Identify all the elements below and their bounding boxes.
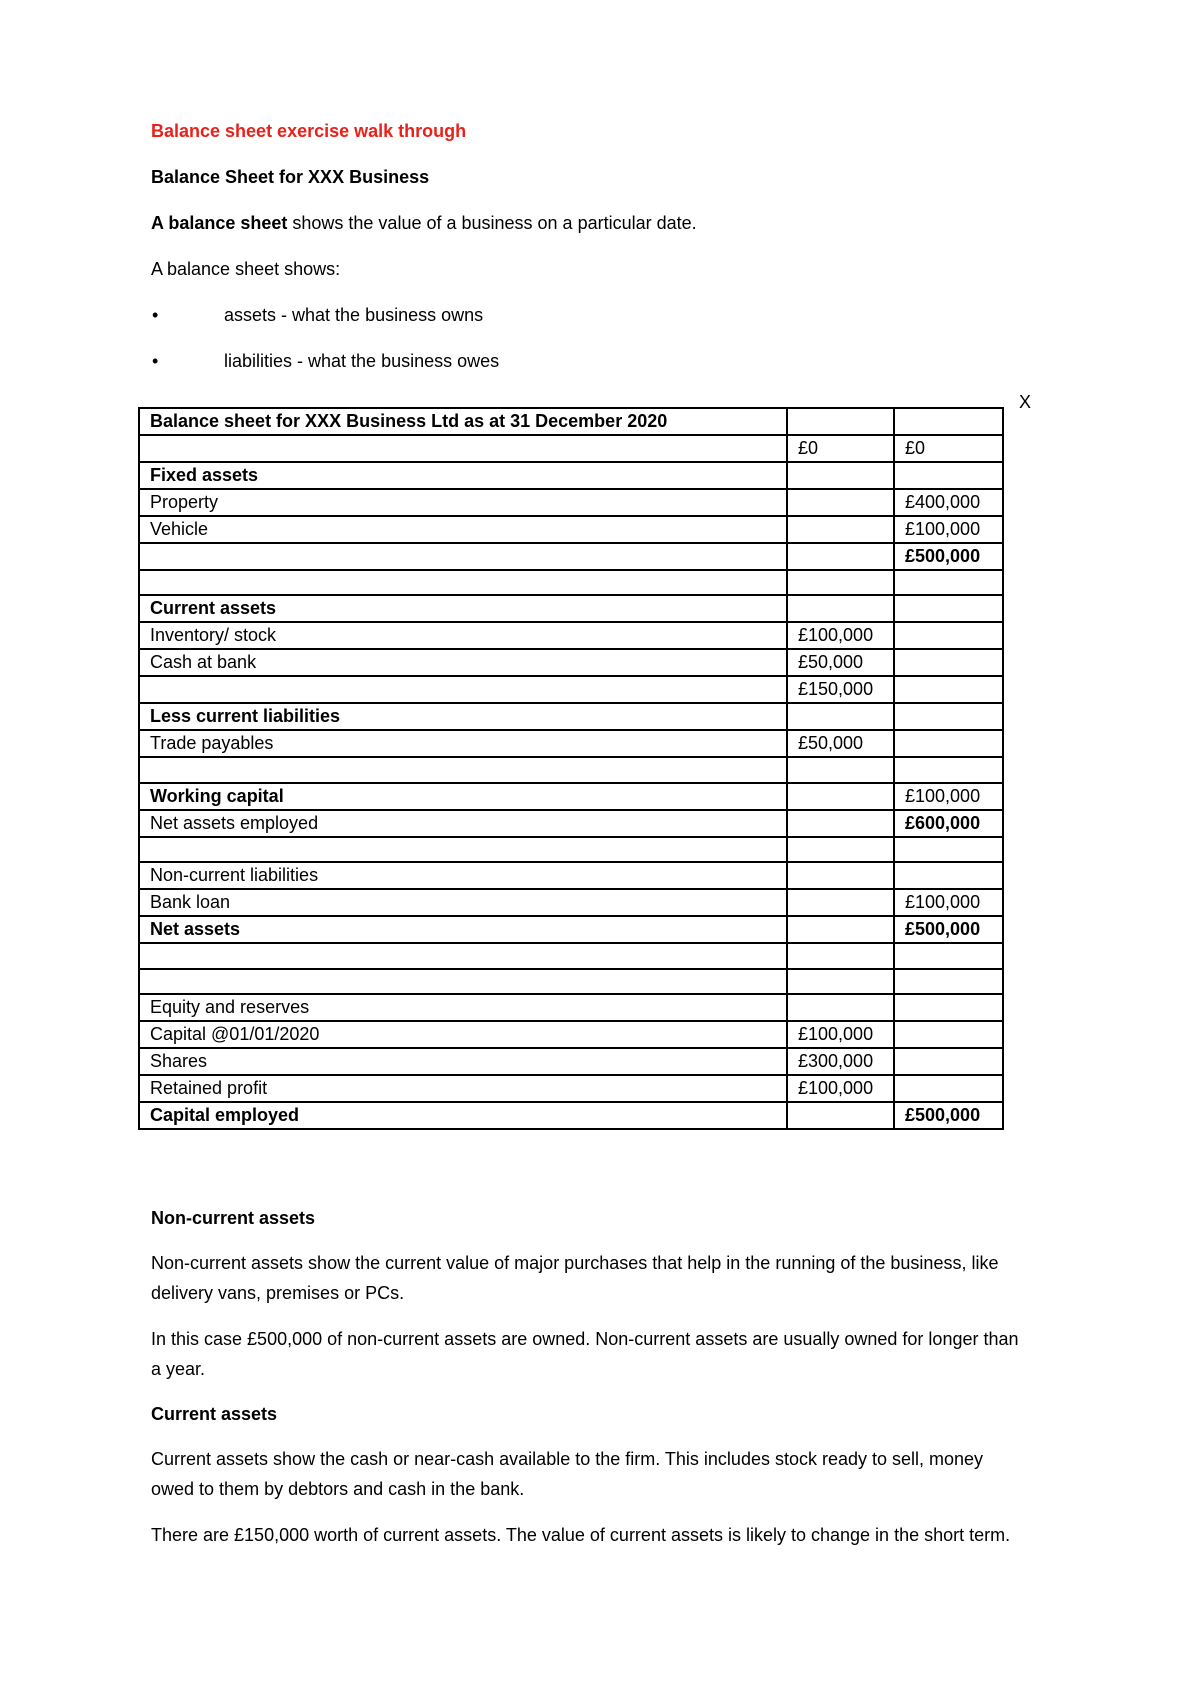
row-value-col1: [787, 489, 894, 516]
row-label: Capital employed: [139, 1102, 787, 1129]
row-value-col1: [787, 595, 894, 622]
bullet-dot: •: [152, 305, 159, 325]
table-row: [139, 969, 1003, 994]
table-row: [139, 516, 1003, 543]
row-value-col1: [787, 757, 894, 782]
row-value-col1: [787, 916, 894, 943]
row-value-col1: [787, 994, 894, 1021]
row-value-col1: [787, 1102, 894, 1129]
row-value-col2: £100,000: [894, 783, 1003, 810]
row-value-col1: £100,000: [787, 1021, 894, 1048]
row-value-col2: [894, 862, 1003, 889]
row-label: [139, 676, 787, 703]
intro-rest: shows the value of a business on a particular date.: [287, 213, 697, 233]
row-value-col2: [894, 570, 1003, 595]
table-row: [139, 889, 1003, 916]
table-row: [139, 462, 1003, 489]
row-value-col1: £50,000: [787, 730, 894, 757]
table-row: [139, 649, 1003, 676]
shows-label: A balance sheet shows:: [151, 259, 341, 279]
row-label: [139, 543, 787, 570]
row-value-col1: [787, 543, 894, 570]
row-label: Net assets employed: [139, 810, 787, 837]
row-value-col2: £400,000: [894, 489, 1003, 516]
row-value-col2: £500,000: [894, 543, 1003, 570]
row-value-col1: £300,000: [787, 1048, 894, 1075]
row-label: Property: [139, 489, 787, 516]
row-label: Non-current liabilities: [139, 862, 787, 889]
row-label: Shares: [139, 1048, 787, 1075]
table-row: [139, 757, 1003, 782]
intro-sentence: [151, 213, 697, 234]
bullet-item: liabilities - what the business owes: [224, 351, 500, 371]
table-row: [139, 916, 1003, 943]
row-label: Capital @01/01/2020: [139, 1021, 787, 1048]
row-label: Bank loan: [139, 889, 787, 916]
row-value-col1: £50,000: [787, 649, 894, 676]
balance-sheet-table: [138, 407, 1004, 1130]
table-row: [139, 994, 1003, 1021]
row-label: Fixed assets: [139, 462, 787, 489]
row-value-col2: [894, 703, 1003, 730]
table-row: [139, 622, 1003, 649]
document-subheading: Balance Sheet for XXX Business: [151, 167, 430, 187]
row-value-col2: [894, 676, 1003, 703]
row-value-col1: [787, 862, 894, 889]
row-value-col1: £100,000: [787, 1075, 894, 1102]
non-current-paragraph-2: In this case £500,000 of non-current assets are owned. Non-current assets are usually owned for longer than a year.: [151, 1329, 1019, 1379]
row-value-col2: [894, 837, 1003, 862]
row-value-col2: £0: [894, 435, 1003, 462]
side-mark: X: [1019, 392, 1032, 412]
document-heading: Balance sheet exercise walk through: [151, 121, 467, 141]
table-row: [139, 703, 1003, 730]
current-paragraph-1: Current assets show the cash or near-cash available to the firm. This includes stock ready to sell, money owed to them by debtors and cash in the bank.: [151, 1449, 984, 1499]
bullet-dot: •: [152, 351, 159, 371]
row-value-col2: [894, 408, 1003, 435]
table-row: [139, 408, 1003, 435]
row-label: Working capital: [139, 783, 787, 810]
table-row: [139, 783, 1003, 810]
row-label: Trade payables: [139, 730, 787, 757]
row-value-col1: [787, 408, 894, 435]
row-label: [139, 837, 787, 862]
table-row: [139, 1048, 1003, 1075]
intro-bold-term: A balance sheet: [151, 213, 288, 233]
section-title-non-current-assets: Non-current assets: [151, 1208, 316, 1228]
row-label: [139, 435, 787, 462]
row-value-col2: £100,000: [894, 889, 1003, 916]
table-row: [139, 837, 1003, 862]
row-value-col2: £100,000: [894, 516, 1003, 543]
table-row: [139, 676, 1003, 703]
row-value-col1: [787, 837, 894, 862]
row-value-col1: [787, 783, 894, 810]
row-value-col1: £150,000: [787, 676, 894, 703]
row-label: Equity and reserves: [139, 994, 787, 1021]
row-value-col2: [894, 1075, 1003, 1102]
row-value-col2: [894, 462, 1003, 489]
row-label: Balance sheet for XXX Business Ltd as at 31 December 2020: [139, 408, 787, 435]
row-value-col2: £500,000: [894, 1102, 1003, 1129]
row-value-col2: [894, 994, 1003, 1021]
table-row: [139, 730, 1003, 757]
row-label: [139, 757, 787, 782]
row-label: Current assets: [139, 595, 787, 622]
row-value-col1: £100,000: [787, 622, 894, 649]
row-value-col2: £600,000: [894, 810, 1003, 837]
row-value-col1: [787, 462, 894, 489]
row-value-col1: [787, 969, 894, 994]
row-value-col2: £500,000: [894, 916, 1003, 943]
row-value-col2: [894, 730, 1003, 757]
table-row: [139, 595, 1003, 622]
row-value-col1: £0: [787, 435, 894, 462]
row-value-col2: [894, 1021, 1003, 1048]
row-value-col1: [787, 810, 894, 837]
row-label: [139, 969, 787, 994]
row-label: [139, 943, 787, 968]
row-value-col2: [894, 595, 1003, 622]
row-value-col1: [787, 889, 894, 916]
table-row: [139, 810, 1003, 837]
table-row: [139, 543, 1003, 570]
table-row: [139, 489, 1003, 516]
row-label: Inventory/ stock: [139, 622, 787, 649]
row-label: Less current liabilities: [139, 703, 787, 730]
row-label: Retained profit: [139, 1075, 787, 1102]
bullet-item: assets - what the business owns: [224, 305, 484, 325]
section-title-current-assets: Current assets: [151, 1404, 278, 1424]
row-value-col1: [787, 570, 894, 595]
row-value-col2: [894, 969, 1003, 994]
row-value-col1: [787, 943, 894, 968]
row-label: [139, 570, 787, 595]
row-label: Net assets: [139, 916, 787, 943]
table-row: [139, 1021, 1003, 1048]
table-row: [139, 943, 1003, 968]
row-value-col2: [894, 757, 1003, 782]
row-value-col2: [894, 1048, 1003, 1075]
row-value-col1: [787, 516, 894, 543]
non-current-paragraph-1: Non-current assets show the current value of major purchases that help in the running of the business, like delivery vans, premises or PCs.: [151, 1253, 999, 1303]
table-row: [139, 570, 1003, 595]
row-value-col2: [894, 622, 1003, 649]
row-label: Cash at bank: [139, 649, 787, 676]
row-value-col1: [787, 703, 894, 730]
current-paragraph-2: There are £150,000 worth of current assets. The value of current assets is likely to change in the short term.: [151, 1525, 1011, 1545]
row-value-col2: [894, 943, 1003, 968]
row-value-col2: [894, 649, 1003, 676]
table-row: [139, 1102, 1003, 1129]
table-row: [139, 862, 1003, 889]
table-row: [139, 1075, 1003, 1102]
row-label: Vehicle: [139, 516, 787, 543]
table-row: [139, 435, 1003, 462]
